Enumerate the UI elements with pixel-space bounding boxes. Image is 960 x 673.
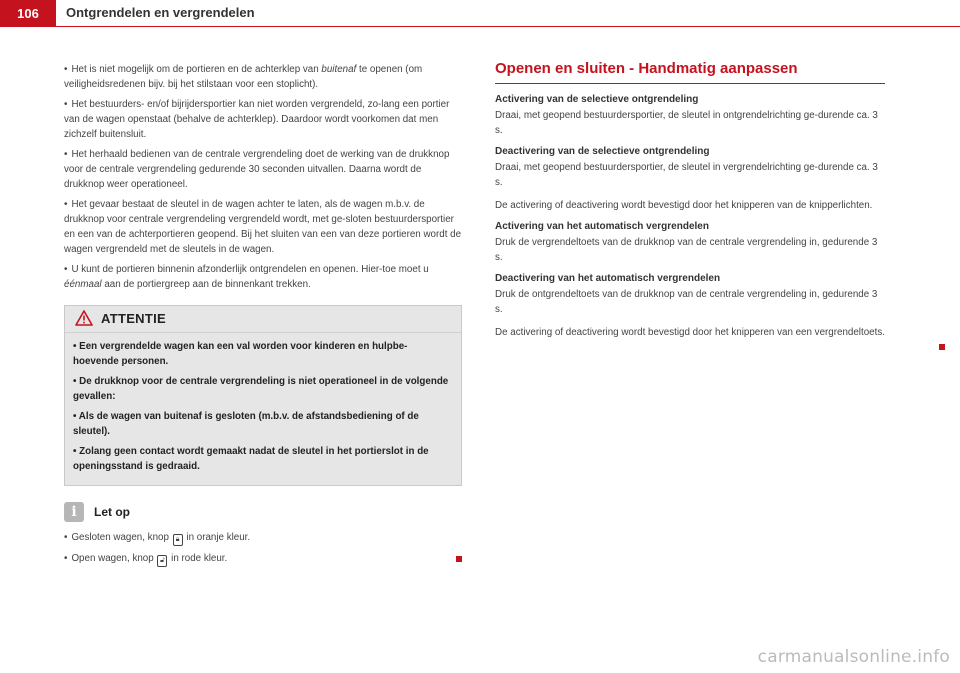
- subheading: Deactivering van het automatisch vergrendelen: [495, 273, 721, 284]
- bullet-item: • Het herhaald bedienen van de centrale vergrendeling doet de werking van de drukknop voor de centrale vergrendeling gedurende 30 seconden uitvallen. Daarna wordt de drukknop weer operationeel.: [64, 149, 450, 190]
- paragraph: Draai, met geopend bestuurdersportier, de sleutel in ontgrendelrichting ge-durende ca. 3 s.: [495, 110, 878, 136]
- warning-item: • Een vergrendelde wagen kan een val worden voor kinderen en hulpbe-hoevende personen.: [73, 341, 408, 367]
- note-item: • Open wagen, knop 🔓︎ in rode kleur.: [64, 551, 462, 567]
- page-number: 106: [0, 0, 56, 27]
- watermark-logo: carmanualsonline.info: [757, 647, 950, 667]
- page-header-title: Ontgrendelen en vergrendelen: [66, 5, 255, 20]
- warning-box: [64, 305, 462, 486]
- unlock-button-icon: 🔓︎: [157, 555, 167, 567]
- left-column: [64, 62, 462, 572]
- header-divider: [56, 26, 960, 27]
- right-column: [495, 60, 885, 346]
- paragraph: Druk de ontgrendeltoets van de drukknop van de centrale vergrendeling in, gedurende 3 s.: [495, 289, 878, 315]
- warning-item: • Als de wagen van buitenaf is gesloten (m.b.v. de afstandsbediening of de sleutel).: [73, 411, 419, 437]
- warning-header: [65, 306, 461, 333]
- section-end-marker: [456, 556, 462, 562]
- info-note-icon: i: [64, 502, 84, 522]
- warning-triangle-icon: [75, 310, 93, 326]
- section-end-marker: [939, 344, 945, 350]
- subheading: Activering van het automatisch vergrendelen: [495, 221, 709, 232]
- bullet-item: • Het is niet mogelijk om de portieren en de achterklep van buitenaf te openen (om veiligheidsredenen bijv. bij het stilstaan voor een stoplicht).: [64, 64, 423, 90]
- paragraph: De activering of deactivering wordt bevestigd door het knipperen van een vergrendeltoets.: [495, 325, 885, 340]
- note-item: • Gesloten wagen, knop 🔒︎ in oranje kleur.: [64, 530, 462, 546]
- lock-button-icon: 🔒︎: [173, 534, 183, 546]
- note-title: Let op: [94, 505, 130, 519]
- paragraph: De activering of deactivering wordt bevestigd door het knipperen van de knipperlichten.: [495, 200, 873, 211]
- subheading: Activering van de selectieve ontgrendeling: [495, 94, 699, 105]
- warning-item: • Zolang geen contact wordt gemaakt nadat de sleutel in het portierslot in de openingsstand is gedraaid.: [73, 446, 429, 472]
- section-divider: [495, 83, 885, 84]
- subheading: Deactivering van de selectieve ontgrendeling: [495, 146, 710, 157]
- section-title: Openen en sluiten - Handmatig aanpassen: [495, 60, 798, 77]
- warning-item: • De drukknop voor de centrale vergrendeling is niet operationeel in de volgende gevallen:: [73, 376, 449, 402]
- paragraph: Druk de vergrendeltoets van de drukknop van de centrale vergrendeling in, gedurende 3 s.: [495, 237, 878, 263]
- warning-title: ATTENTIE: [101, 310, 166, 326]
- bullet-item: • Het bestuurders- en/of bijrijdersportier kan niet worden vergrendeld, zo-lang een portier van de wagen openstaat (behalve de achterklep). Daardoor wordt voorkomen dat men zichzelf buitensluit.: [64, 99, 450, 140]
- bullet-item: • U kunt de portieren binnenin afzonderlijk ontgrendelen en openen. Hier-toe moet u éénmaal aan de portiergreep aan de binnenkant trekken.: [64, 264, 429, 290]
- bullet-item: • Het gevaar bestaat de sleutel in de wagen achter te laten, als de wagen m.b.v. de drukknop voor centrale vergrendeling vergrendeld wordt, met ge-sloten bestuurdersportier en een van de achterportieren geopend. Bij het sluiten van een van deze portieren wordt de wagen vergrendeld met de sleutels in de wagen.: [64, 199, 462, 255]
- note-header: [64, 502, 462, 522]
- paragraph: Draai, met geopend bestuurdersportier, de sleutel in vergrendelrichting ge-durende ca. 3 s.: [495, 162, 878, 188]
